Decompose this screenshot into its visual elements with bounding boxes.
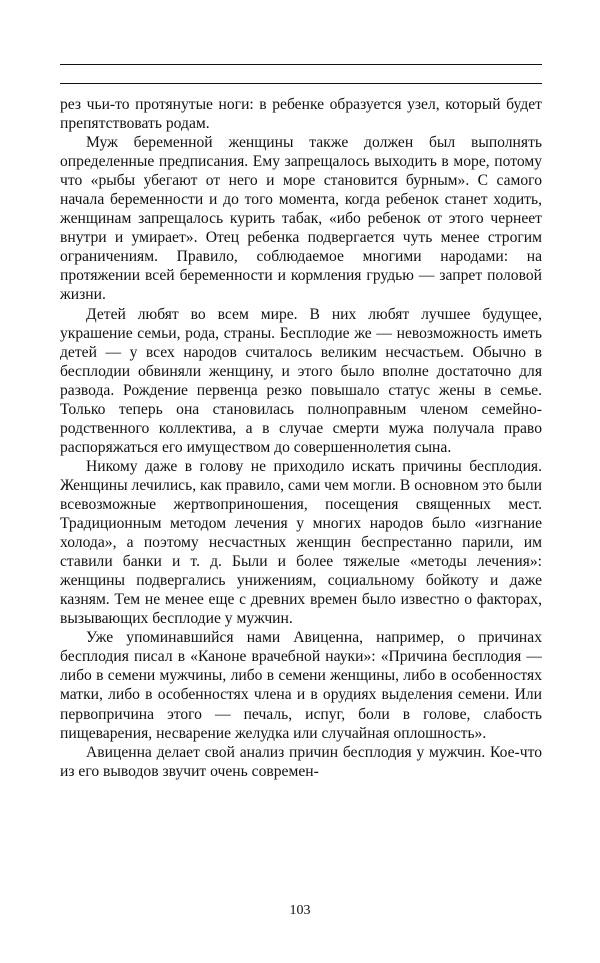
paragraph-husband-restrictions: Муж беременной женщины также должен был выполнять определенные предписания. Ему запрещалось выходить в море, потому что «рыбы убегают от него и море становится бурным». С самого начала беременности и до того момента, когда ребенок станет ходить, женщинам запрещалось курить табак, «ибо ребенок от этого чернеет внутри и умирает». Отец ребенка подвергается чуть менее строгим ограничениям. Правило, соблюдаемое многими народами: на протяжении всей беременности и кормления грудью — запрет половой жизни. — [60, 134, 542, 304]
header-rule-bottom — [60, 83, 542, 84]
paragraph-continued: рез чьи-то протянутые ноги: в ребенке образуется узел, который будет препятствовать родам. — [60, 96, 542, 133]
paragraph-infertility-causes: Никому даже в голову не приходило искать причины бесплодия. Женщины лечились, как правило, сами чем могли. В основном это были всевозможные жертвоприношения, посещения священных мест. Традиционным методом лечения у многих народов было «изгнание холода», а поэтому несчастных женщин беспрестанно парили, им ставили банки и т. д. Были и более тяжелые «методы лечения»: женщины подвергались унижениям, социальному бойкоту и даже казням. Тем не менее еще с древних времен было известно о факторах, вызывающих бесплодие у мужчин. — [60, 457, 542, 628]
paragraph-avicenna-analysis: Авиценна делает свой анализ причин бесплодия у мужчин. Кое-что из его выводов звучит очень современ- — [60, 743, 542, 780]
page-number: 103 — [289, 903, 311, 918]
paragraph-avicenna-quote: Уже упоминавшийся нами Авиценна, например, о причинах бесплодия писал в «Каноне врачебной науки»: «Причина бесплодия — либо в семени мужчины, либо в семени женщины, либо в особенностях матки, либо в особенностях члена и в орудиях выделения семени. Или первопричина этого — печаль, испуг, боли в голове, слабость пищеварения, несварение желудка или случайная оплошность». — [60, 629, 542, 742]
header-rule-top — [60, 64, 542, 65]
paragraph-children-infertility: Детей любят во всем мире. В них любят лучшее будущее, украшение семьи, рода, страны. Бесплодие же — невозможность иметь детей — у всех народов считалось великим несчастьем. Обычно в бесплодии обвиняли женщину, и этого было вполне достаточно для развода. Рождение первенца резко повышало статус жены в семье. Только теперь она становилась полноправным членом семейно-родственного коллектива, а в случае смерти мужа получала право распоряжаться его имуществом до совершеннолетия сына. — [60, 305, 542, 456]
body-text — [60, 95, 542, 781]
